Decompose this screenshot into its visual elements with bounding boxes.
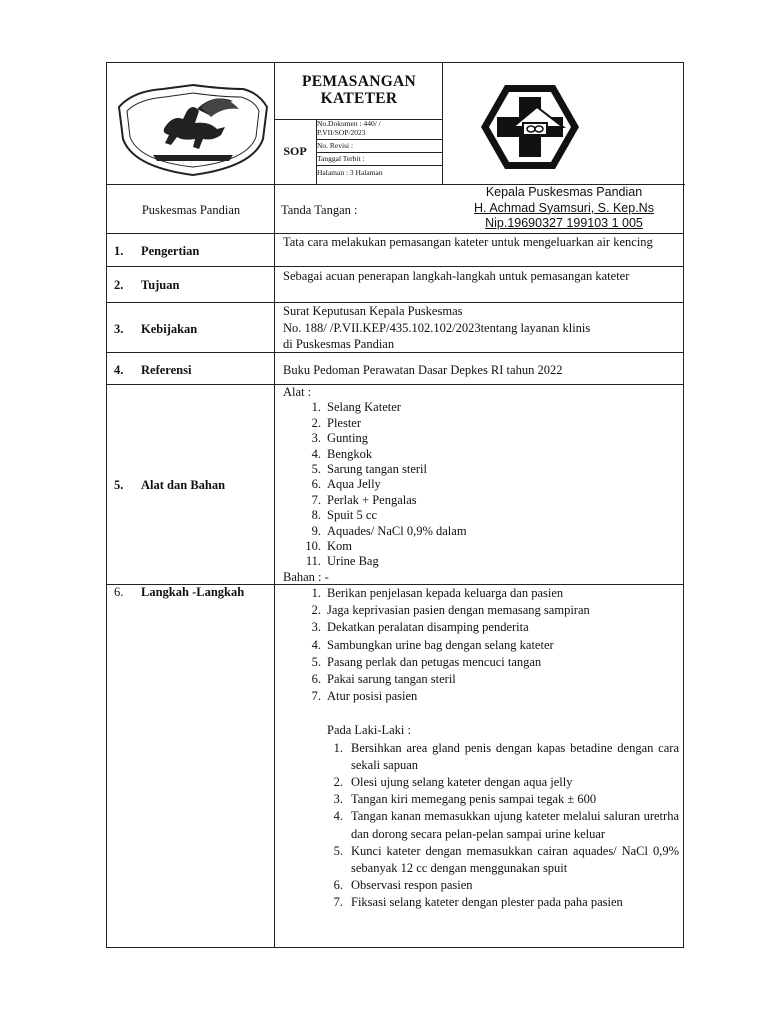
list-item: 2. Olesi ujung selang kateter dengan aqua jelly [333, 775, 573, 790]
list-item: 3. Dekatkan peralatan disamping penderita [311, 620, 529, 635]
section-number: 3. [114, 322, 124, 336]
list-item: 4. Tangan kanan memasukkan ujung kateter melalui saluran uretrha dan dorong secara pelan-pelan sampai urine keluar [333, 809, 679, 841]
section-number: 1. [114, 244, 124, 258]
revision-number: No. Revisi : [317, 141, 354, 150]
section-label-tujuan: Tujuan [141, 278, 180, 292]
section-label-pengertian: Pengertian [141, 244, 200, 258]
alat-heading: Alat : [283, 385, 312, 399]
sop-header [106, 62, 684, 234]
section-number: 6. [114, 585, 124, 599]
section-label-kebijakan: Kebijakan [141, 322, 198, 336]
head-name: H. Achmad Syamsuri, S. Kep.Ns [474, 200, 654, 215]
list-item: 1. Selang Kateter [311, 400, 401, 415]
puskesmas-logo [479, 83, 581, 171]
section-number: 4. [114, 363, 124, 377]
alat-list [283, 400, 679, 569]
list-item: 5. Sarung tangan steril [311, 462, 427, 477]
langkah-content [283, 585, 679, 912]
steps-list [283, 585, 679, 705]
list-item: 4. Bengkok [311, 446, 373, 461]
regency-emblem-logo [113, 79, 273, 179]
section-number: 5. [114, 478, 124, 492]
alat-bahan-content [283, 385, 679, 585]
page-count: Halaman : 3 Halaman [317, 168, 383, 177]
list-item: 8. Spuit 5 cc [311, 508, 377, 523]
bahan-text: Bahan : - [283, 569, 329, 584]
issue-date: Tanggal Terbit : [317, 154, 365, 163]
list-item: 1. Berikan penjelasan kepada keluarga dan pasien [311, 586, 564, 600]
head-title: Kepala Puskesmas Pandian [485, 185, 643, 199]
list-item: 1. Bersihkan area gland penis dengan kapas betadine dengan cara sekali sapuan [333, 740, 679, 772]
list-item: 9. Aquades/ NaCl 0,9% dalam [311, 523, 467, 538]
male-steps-list [283, 740, 679, 912]
list-item: 4. Sambungkan urine bag dengan selang kateter [311, 637, 554, 652]
tujuan-text: Sebagai acuan penerapan langkah-langkah untuk pemasangan kateter [283, 269, 630, 283]
list-item: 6. Pakai sarung tangan steril [311, 672, 456, 687]
list-item: 3. Tangan kiri memegang penis sampai tegak ± 600 [333, 792, 597, 807]
list-item: 6. Observasi respon pasien [333, 878, 473, 893]
pengertian-text: Tata cara melakukan pemasangan kateter untuk mengeluarkan air kencing [283, 235, 653, 249]
male-heading: Pada Laki-Laki : [327, 723, 411, 738]
list-item: 2. Jaga keprivasian pasien dengan memasang sampiran [311, 603, 590, 618]
list-item: 10. Kom [305, 539, 352, 554]
head-of-puskesmas [443, 185, 685, 232]
institution-name: Puskesmas Pandian [141, 202, 241, 217]
kebijakan-text: Surat Keputusan Kepala Puskesmas No. 188/ /P.VII.KEP/435.102.102/2023tentang layanan klinis di Puskesmas Pandian [283, 304, 591, 351]
sop-content-table [106, 234, 684, 948]
head-nip: Nip.19690327 199103 1 005 [485, 216, 643, 230]
referensi-text: Buku Pedoman Perawatan Dasar Depkes RI tahun 2022 [283, 363, 563, 377]
document-title: PEMASANGAN KATETER [301, 73, 417, 107]
list-item: 7. Atur posisi pasien [311, 689, 418, 704]
sop-label: SOP [283, 143, 307, 158]
list-item: 7. Perlak + Pengalas [311, 492, 417, 507]
section-label-langkah: Langkah -Langkah [141, 585, 245, 599]
section-number: 2. [114, 278, 124, 292]
list-item: 3. Gunting [311, 431, 368, 446]
section-label-referensi: Referensi [141, 363, 192, 377]
list-item: 6. Aqua Jelly [311, 477, 381, 492]
signature-label: Tanda Tangan : [281, 202, 358, 217]
document-number: No.Dokumen : 440/ / P.VII/SOP/2023 [317, 119, 381, 137]
list-item: 5. Kunci kateter dengan memasukkan cairan aquades/ NaCl 0,9% sebanyak 12 cc dengan menggunakan spuit [333, 843, 679, 876]
list-item: 7. Fiksasi selang kateter dengan plester pada paha pasien [333, 895, 623, 910]
list-item: 11. Urine Bag [305, 554, 379, 569]
section-label-alat-bahan: Alat dan Bahan [141, 478, 226, 492]
list-item: 2. Plester [311, 415, 362, 430]
list-item: 5. Pasang perlak dan petugas mencuci tangan [311, 654, 542, 669]
